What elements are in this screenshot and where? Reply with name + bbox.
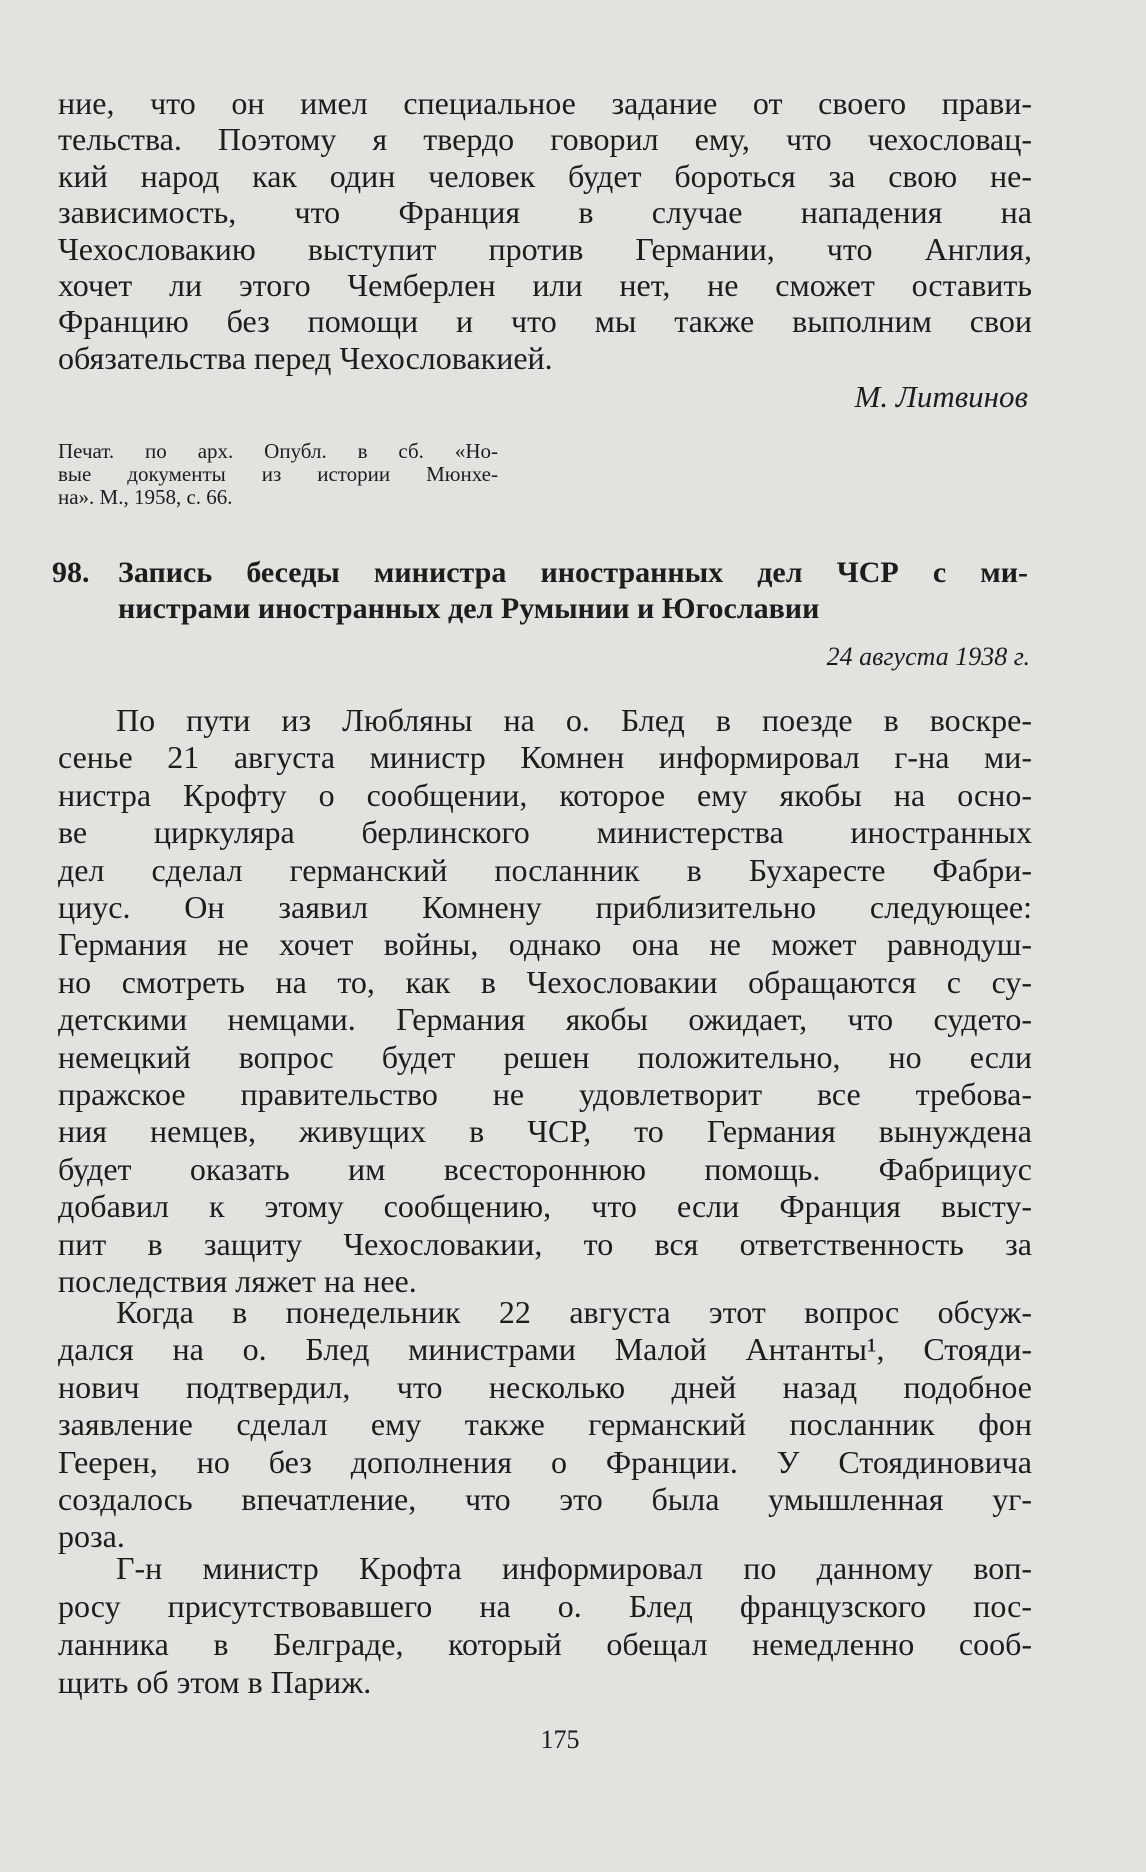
text-line: По пути из Любляны на о. Блед в поезде в воскре- — [116, 702, 1032, 738]
text-line: хочет ли этого Чемберлен или нет, не сможет оставить — [58, 267, 1032, 304]
text-line: пит в защиту Чехословакии, то вся ответственность за — [58, 1225, 1032, 1262]
text-line: дел сделал германский посланник в Бухаресте Фабри- — [58, 851, 1032, 888]
document-date: 24 августа 1938 г. — [826, 642, 1030, 671]
text-line: заявление сделал ему также германский посланник фон — [58, 1406, 1032, 1443]
text-line: нистрами иностранных дел Румынии и Югославии — [118, 592, 820, 625]
text-line: Г-н министр Крофта информировал по данному воп- — [116, 1550, 1032, 1586]
text-line: но смотреть на то, как в Чехословакии обращаются с су- — [58, 963, 1032, 1000]
text-line: обязательства перед Чехословакией. — [58, 339, 553, 376]
text-line: щить об этом в Париж. — [58, 1664, 372, 1700]
paragraph — [58, 1294, 1032, 1556]
text-line: будет оказать им всестороннюю помощь. Фабрициус — [58, 1150, 1032, 1187]
text-line: роза. — [58, 1518, 125, 1555]
text-line: создалось впечатление, что это была умышленная уг- — [58, 1481, 1032, 1518]
text-line: тельства. Поэтому я твердо говорил ему, что чехословац- — [58, 121, 1032, 158]
text-line: вые документы из истории Мюнхе- — [58, 462, 498, 486]
document-title — [118, 555, 1028, 627]
text-line: добавил к этому сообщению, что если Франция высту- — [58, 1188, 1032, 1225]
text-line: нистра Крофту о сообщении, которое ему якобы на осно- — [58, 776, 1032, 813]
text-line: кий народ как один человек будет бороться за свою не- — [58, 157, 1032, 194]
text-line: Когда в понедельник 22 августа этот вопрос обсуж- — [116, 1294, 1032, 1330]
page-number: 175 — [540, 1725, 580, 1754]
source-citation — [58, 440, 498, 509]
signature: М. Литвинов — [854, 379, 1028, 414]
text-line: последствия ляжет на нее. — [58, 1263, 417, 1300]
text-line: сенье 21 августа министр Комнен информировал г-на ми- — [58, 739, 1032, 776]
text-line: Геерен, но без дополнения о Франции. У Стоядиновича — [58, 1443, 1032, 1480]
text-line: зависимость, что Франция в случае нападения на — [58, 194, 1032, 231]
text-line: росу присутствовавшего на о. Блед французского пос- — [58, 1588, 1032, 1624]
continued-text-block — [58, 85, 1032, 376]
text-line: Чехословакию выступит против Германии, что Англия, — [58, 230, 1032, 267]
text-line: дался на о. Блед министрами Малой Антанты¹, Стояди- — [58, 1331, 1032, 1368]
document-number: 98. — [52, 556, 90, 589]
text-line: нович подтвердил, что несколько дней назад подобное — [58, 1368, 1032, 1405]
text-line: ве циркуляра берлинского министерства иностранных — [58, 814, 1032, 851]
text-line: ние, что он имел специальное задание от своего прави- — [58, 85, 1032, 121]
text-line: Запись беседы министра иностранных дел ЧСР с ми- — [118, 556, 1028, 589]
text-line: Печат. по арх. Опубл. в сб. «Но- — [58, 439, 498, 463]
text-line: детскими немцами. Германия якобы ожидает, что судето- — [58, 1001, 1032, 1038]
text-line: немецкий вопрос будет решен положительно, но если — [58, 1038, 1032, 1075]
text-line: циус. Он заявил Комнену приблизительно следующее: — [58, 889, 1032, 926]
text-line: ланника в Белграде, который обещал немедленно сооб- — [58, 1626, 1032, 1662]
text-line: Германия не хочет войны, однако она не может равнодуш- — [58, 926, 1032, 963]
paragraph — [58, 1549, 1032, 1701]
text-line: Францию без помощи и что мы также выполним свои — [58, 303, 1032, 340]
paragraph — [58, 702, 1032, 1301]
text-line: ния немцев, живущих в ЧСР, то Германия вынуждена — [58, 1113, 1032, 1150]
text-line: пражское правительство не удовлетворит все требова- — [58, 1076, 1032, 1113]
text-line: на». М., 1958, с. 66. — [58, 485, 233, 509]
